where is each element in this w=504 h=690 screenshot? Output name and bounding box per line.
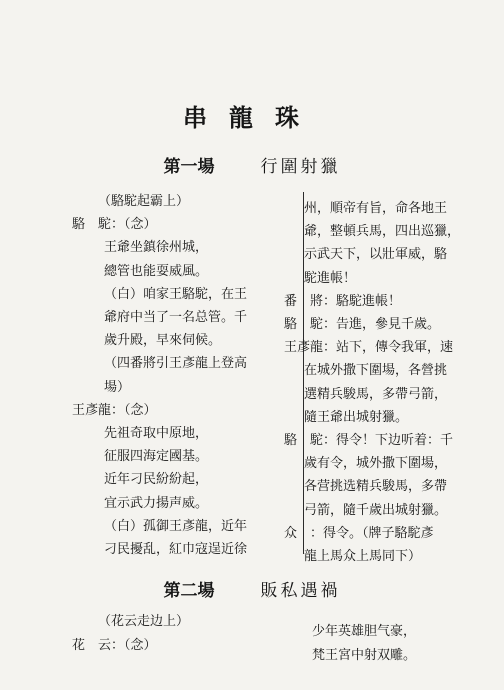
verse-line: 先祖奇取中原地， — [104, 426, 209, 442]
verse-line: 近年刁民紛紛起， — [104, 472, 209, 488]
verse-line: 少年英雄胆气豪， — [312, 624, 417, 639]
speaker-line: 駱 駝：得令！下边听着：千 — [284, 433, 454, 449]
play-title: 串龍珠 — [183, 103, 321, 132]
dialogue-line: 爺府中当了一名总管。千 — [104, 310, 248, 326]
scene-2-name: 販私遇禍 — [260, 581, 341, 601]
scene-2-heading — [0, 576, 504, 601]
dialogue-line: 選精兵駿馬，多帶弓箭， — [304, 386, 448, 402]
scene-2-number: 第二場 — [163, 581, 215, 601]
stage-direction: （花云走边上） — [98, 614, 190, 629]
scene-1-name: 行圍射獵 — [260, 157, 341, 177]
dialogue-line: 隨王爺出城射獵。 — [304, 409, 409, 425]
dialogue-line: （白）咱家王駱駝，在王 — [104, 286, 248, 302]
right-column — [284, 197, 494, 568]
stage-direction: （駱駝起霸上） — [98, 194, 190, 209]
speaker-line: 駱 駝：告進，參見千歲。 — [284, 317, 441, 333]
speaker-line: 王彥龍：站下，傳令我軍，速 — [284, 340, 454, 356]
dialogue-line: 示武天下，以壯軍威，駱 — [304, 247, 448, 263]
dialogue-line: 歲有令，城外撒下圍場， — [304, 456, 448, 472]
dialogue-line: 弓箭，隨千歲出城射獵。 — [304, 502, 448, 518]
speaker-line: 駱 駝：（念） — [72, 217, 157, 233]
scene-1-heading — [0, 152, 504, 177]
speaker-line: 王彥龍：（念） — [72, 402, 157, 418]
stage-direction: （四番將引王彥龍上登高 — [104, 356, 248, 372]
speaker-line: 番 將：駱駝進帳！ — [284, 293, 402, 309]
scene-2-left-text — [72, 610, 292, 658]
stage-direction: 場） — [104, 379, 131, 395]
verse-line: 總管也能耍威風。 — [104, 263, 209, 279]
verse-line: 征服四海定國基。 — [104, 449, 209, 465]
dialogue-line: 在城外撒下圍場，各營挑 — [304, 363, 448, 379]
dialogue-line: 各营挑选精兵駿馬，多帶 — [304, 479, 448, 495]
dialogue-line: 刁民擾乱，紅巾寇逞近徐 — [104, 542, 248, 558]
stage-direction: 龍上馬众上馬同下） — [304, 549, 422, 565]
dialogue-line: 爺，整頓兵馬，四出巡獵， — [304, 224, 461, 240]
dialogue-line: （白）孤御王彥龍，近年 — [104, 518, 248, 534]
speaker-line: 众 ：得令。（牌子駱駝彥 — [284, 525, 434, 541]
dialogue-line: 駝進帳！ — [304, 270, 357, 286]
scene-1-number: 第一場 — [163, 157, 215, 177]
scene-2-right-text — [312, 620, 492, 668]
verse-line: 王爺坐鎮徐州城， — [104, 240, 209, 256]
speaker-line: 花 云：（念） — [72, 638, 157, 653]
left-column — [72, 190, 302, 561]
verse-line: 宜示武力揚声威。 — [104, 495, 209, 511]
verse-line: 梵王宮中射双雕。 — [312, 648, 417, 663]
dialogue-line: 州，順帝有旨，命各地王 — [304, 201, 448, 216]
dialogue-line: 歲升殿，早來伺候。 — [104, 333, 222, 349]
